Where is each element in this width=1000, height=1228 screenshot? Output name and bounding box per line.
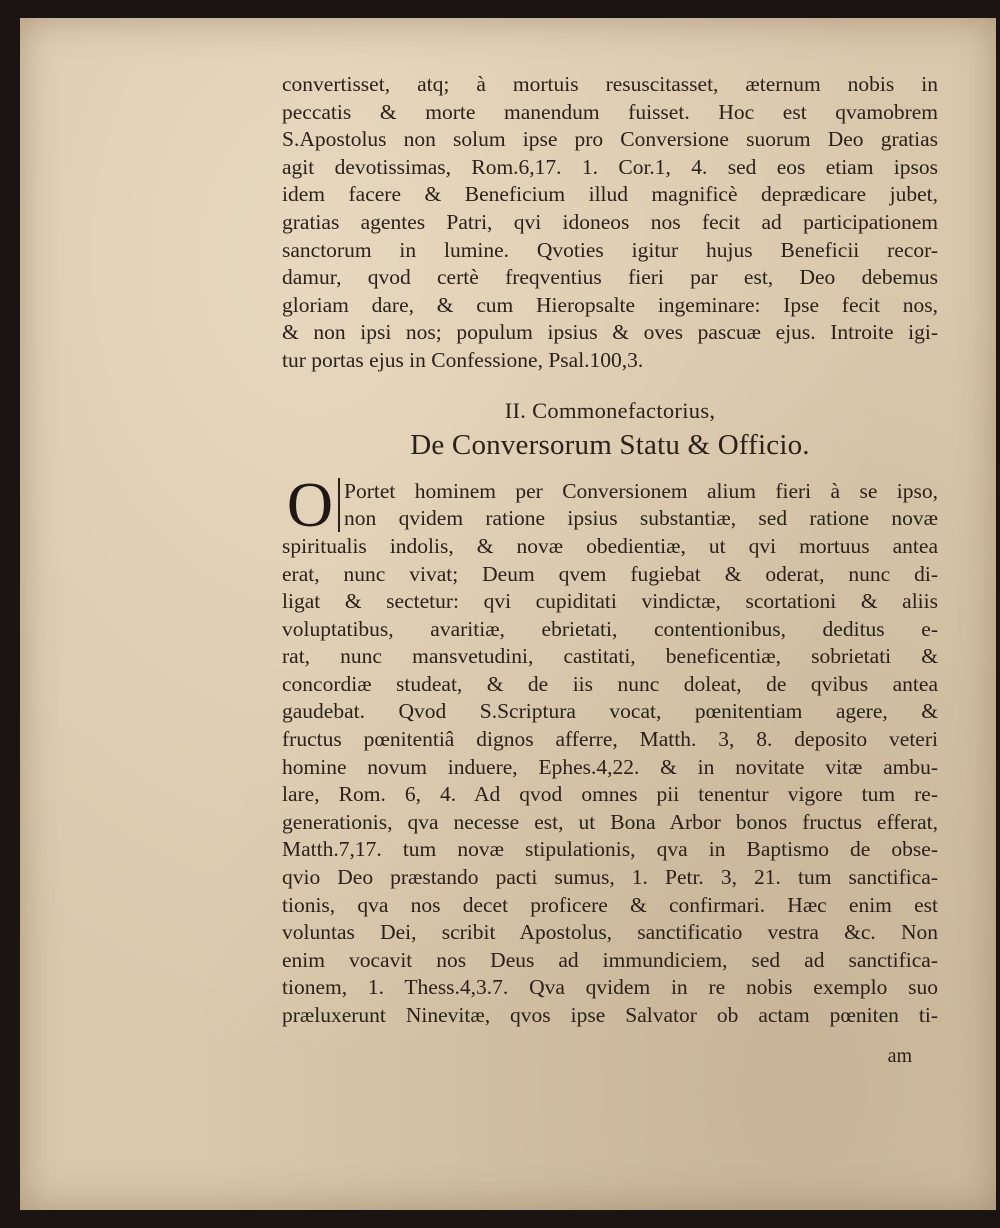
text-line: voluntas Dei, scribit Apostolus, sanctificatio vestra &c. Non (282, 920, 938, 945)
text-line: sanctorum in lumine. Qvoties igitur hujus Beneficii recor- (282, 237, 938, 262)
book-page (20, 18, 996, 1210)
text-line: Matth.7,17. tum novæ stipulationis, qva in Baptismo de obse- (282, 837, 938, 862)
text-line: tionis, qva nos decet proficere & confirmari. Hæc enim est (282, 892, 938, 917)
text-line: ligat & sectetur: qvi cupiditati vindictæ, scortationi & aliis (282, 589, 938, 614)
text-line: erat, nunc vivat; Deum qvem fugiebat & oderat, nunc di- (282, 561, 938, 586)
text-line: Portet hominem per Conversionem alium fieri à se ipso, (344, 478, 938, 503)
catchword: am (887, 1045, 912, 1067)
page-text-block (282, 71, 938, 1030)
paragraph-1 (282, 71, 938, 375)
text-line: homine novum induere, Ephes.4,22. & in novitate vitæ ambu- (282, 754, 938, 779)
text-line: qvio Deo præstando pacti sumus, 1. Petr. 3, 21. tum sanctifica- (282, 865, 938, 890)
text-line: idem facere & Beneficium illud magnificè deprædicare jubet, (282, 182, 938, 207)
text-line: non qvidem ratione ipsius substantiæ, sed ratione novæ (344, 506, 938, 531)
text-line: peccatis & morte manendum fuisset. Hoc est qvamobrem (282, 99, 938, 124)
text-line: gratias agentes Patri, qvi idoneos nos fecit ad participationem (282, 209, 938, 234)
text-line: enim vocavit nos Deus ad immundiciem, sed ad sanctifica- (282, 947, 938, 972)
text-line: tionem, 1. Thess.4,3.7. Qva qvidem in re nobis exemplo suo (282, 975, 938, 1000)
chapter-title: De Conversorum Statu & Officio. (410, 429, 810, 462)
paragraph-2 (282, 468, 938, 1030)
text-line: concordiæ studeat, & de iis nunc doleat, de qvibus antea (282, 671, 938, 696)
text-line: lare, Rom. 6, 4. Ad qvod omnes pii tenentur vigore tum re- (282, 782, 938, 807)
text-line: agit devotissimas, Rom.6,17. 1. Cor.1, 4. sed eos etiam ipsos (282, 154, 938, 179)
text-line: rat, nunc mansvetudini, castitati, beneficentiæ, sobrietati & (282, 644, 938, 669)
text-line: spiritualis indolis, & novæ obedientiæ, ut qvi mortuus antea (282, 533, 938, 558)
text-line: & non ipsi nos; populum ipsius & oves pascuæ ejus. Introite igi- (282, 320, 938, 345)
text-line: tur portas ejus in Confessione, Psal.100,3. (282, 347, 644, 372)
text-line: gaudebat. Qvod S.Scriptura vocat, pœnitentiam agere, & (282, 699, 938, 724)
text-line: damur, qvod certè freqventius fieri par est, Deo debemus (282, 265, 938, 290)
text-line: gloriam dare, & cum Hieropsalte ingeminare: Ipse fecit nos, (282, 292, 938, 317)
text-line: generationis, qva necesse est, ut Bona Arbor bonos fructus efferat, (282, 809, 938, 834)
section-heading: II. Commonefactorius, (504, 397, 716, 423)
text-line: præluxerunt Ninevitæ, qvos ipse Salvator ob actam pœniten ti- (282, 1003, 938, 1027)
text-line: fructus pœnitentiâ dignos afferre, Matth. 3, 8. deposito veteri (282, 727, 938, 752)
text-line: voluptatibus, avaritiæ, ebrietati, contentionibus, deditus e- (282, 616, 938, 641)
text-line: convertisset, atq; à mortuis resuscitasset, æternum nobis in (282, 72, 938, 96)
text-line: S.Apostolus non solum ipse pro Conversione suorum Deo gratias (282, 127, 938, 152)
drop-cap: O (282, 478, 340, 532)
